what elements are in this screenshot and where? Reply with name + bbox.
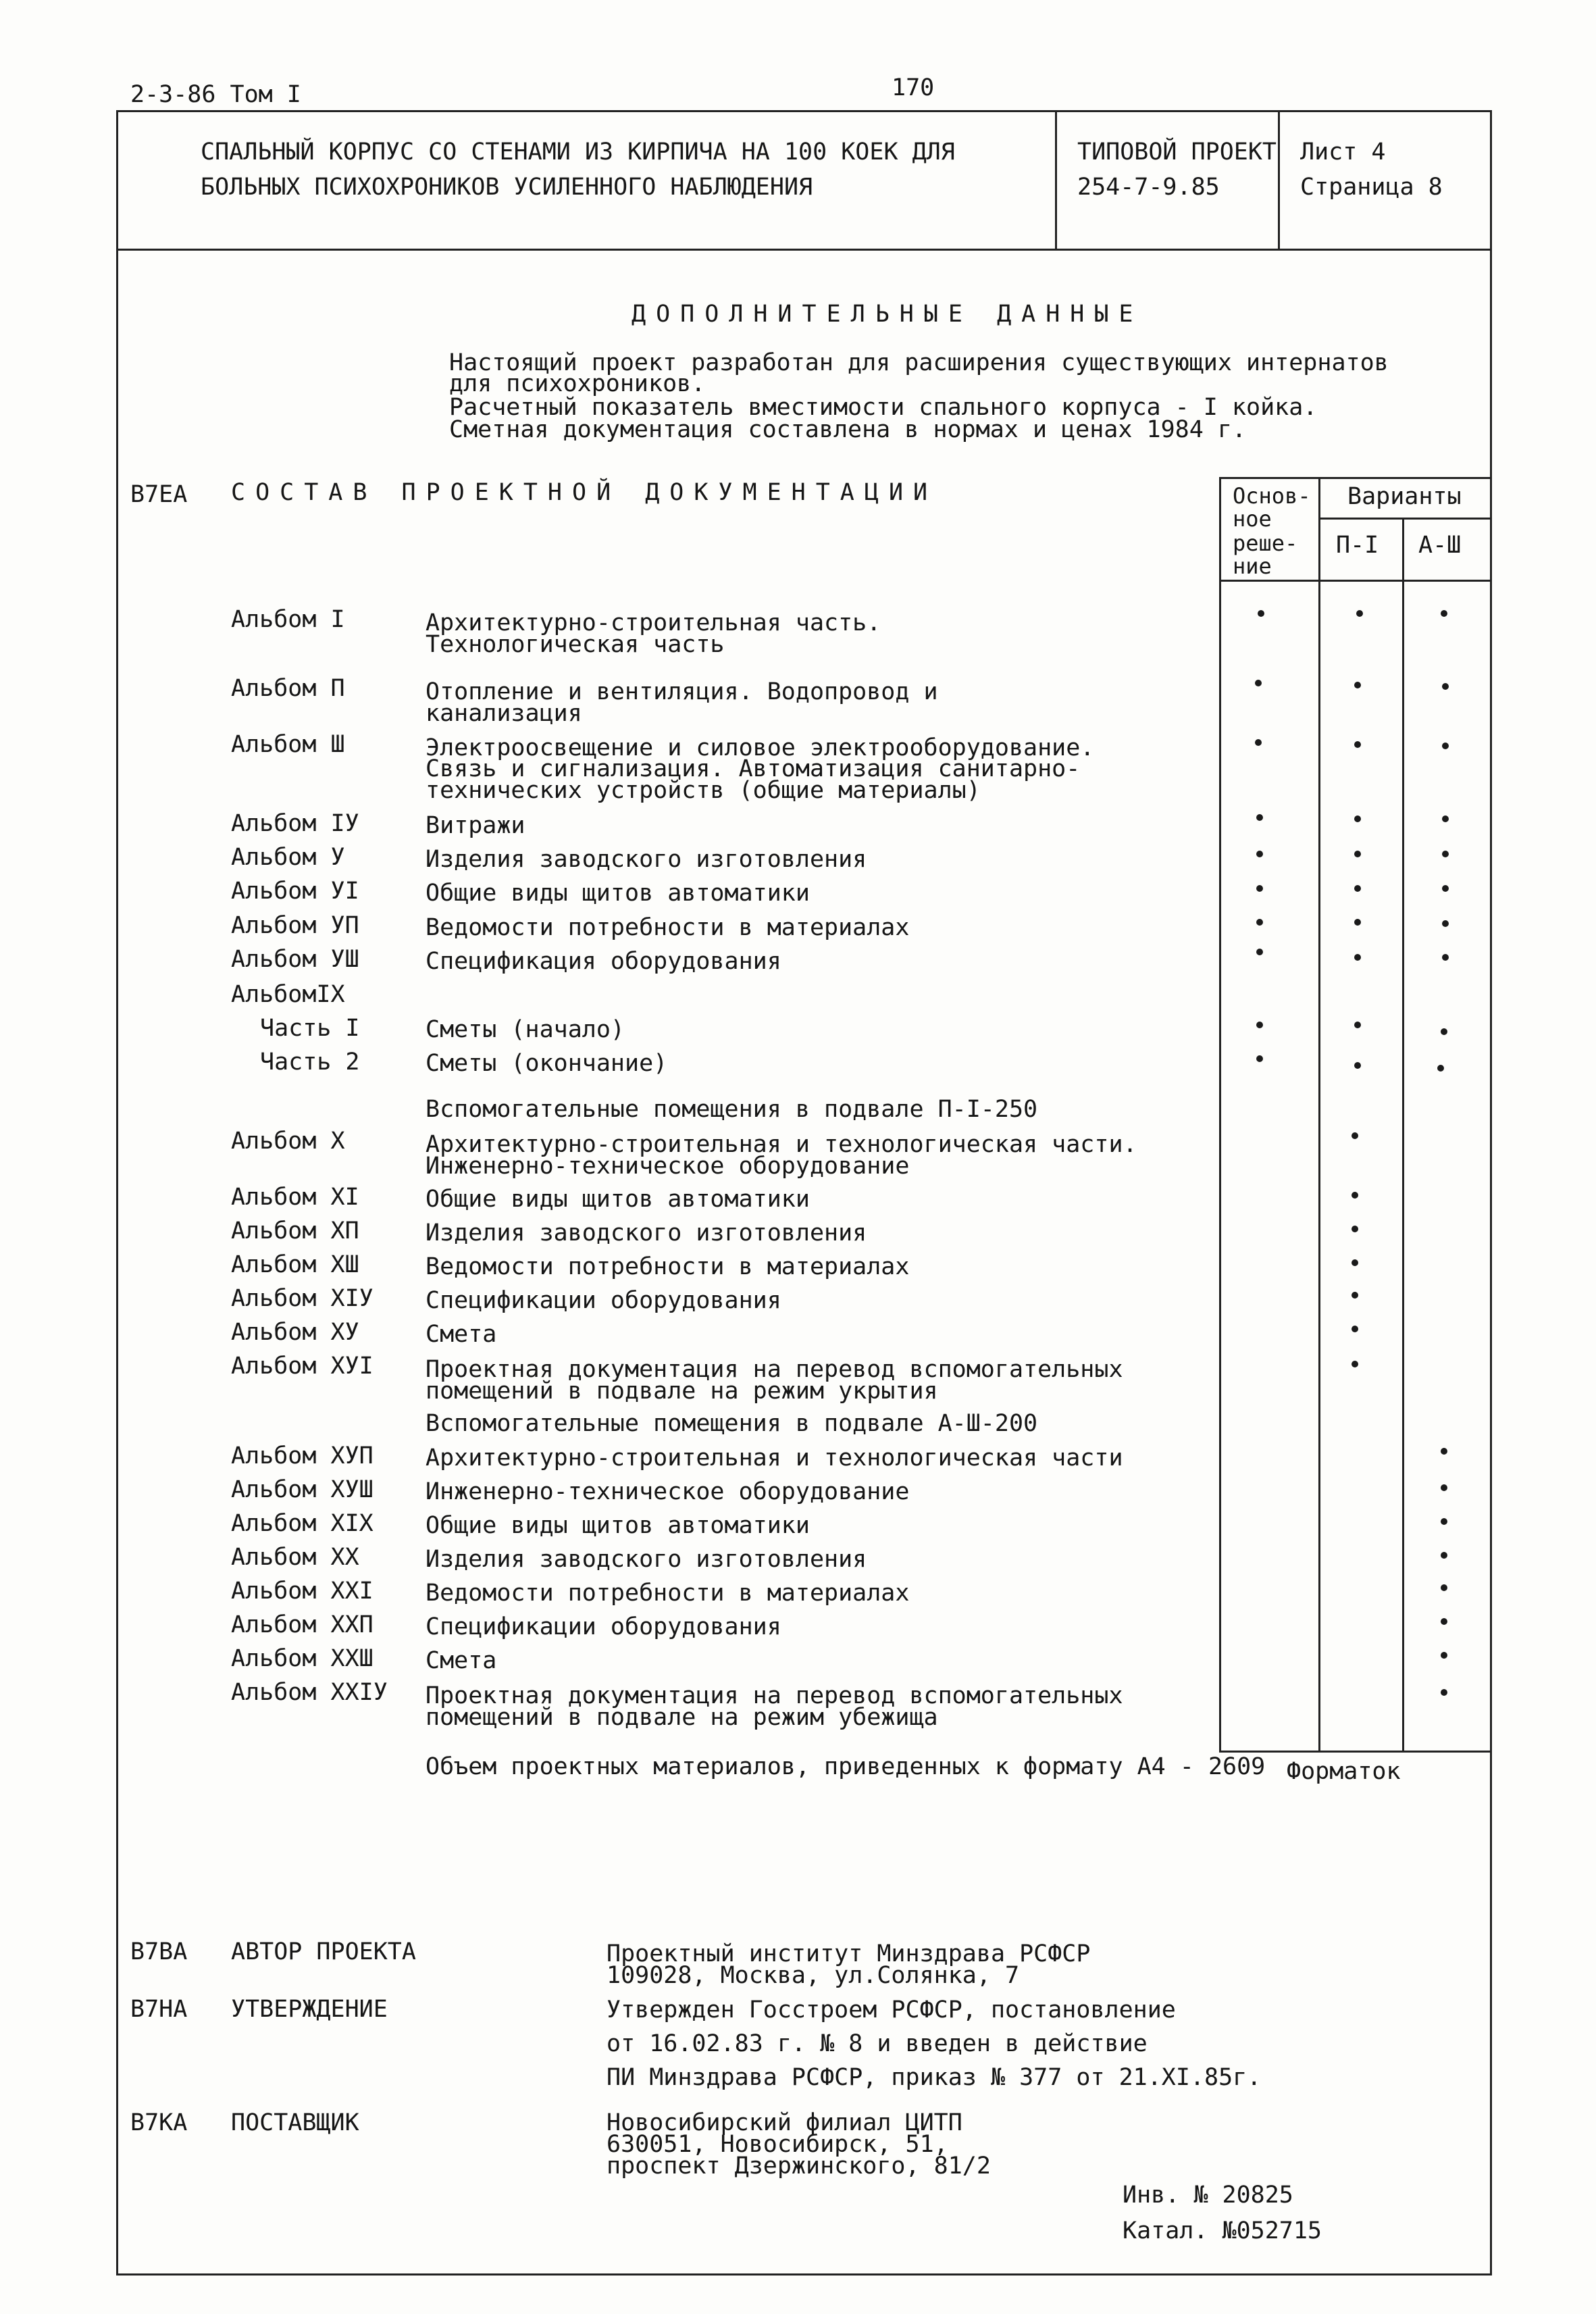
- variant-1-mark: [1354, 682, 1361, 688]
- variant-2-mark: [1442, 885, 1449, 892]
- top-left-ref: 2-3-86 Том I: [130, 81, 301, 108]
- album-label: Альбом XП: [231, 1217, 359, 1244]
- grid-header-bottom: [1219, 580, 1492, 582]
- variant-2-mark: [1441, 1584, 1447, 1591]
- composition-code: В7ЕА: [130, 481, 188, 508]
- composition-title: СОСТАВ ПРОЕКТНОЙ ДОКУМЕНТАЦИИ: [231, 479, 938, 506]
- album-description: Ведомости потребности в материалах: [426, 914, 910, 941]
- variant-1-mark: [1354, 815, 1361, 822]
- sheet-number: Лист 4: [1300, 139, 1386, 166]
- variant-2-mark: [1437, 1065, 1444, 1072]
- album-label: Альбом XУI: [231, 1353, 374, 1380]
- additional-line: Настоящий проект разработан для расширения существующих интернатов: [449, 349, 1389, 376]
- album-description: Связь и сигнализация. Автоматизация санитарно-: [426, 755, 1081, 782]
- album-description: Инженерно-техническое оборудование: [426, 1153, 910, 1180]
- variant-1-mark: [1354, 954, 1361, 961]
- frame-top: [116, 110, 1492, 112]
- album-label: Альбом У: [231, 844, 345, 871]
- album-description: Спецификации оборудования: [426, 1287, 781, 1314]
- page-number: 170: [892, 74, 935, 101]
- album-description: Проектная документация на перевод вспомогательных: [426, 1682, 1123, 1709]
- author-label: АВТОР ПРОЕКТА: [231, 1938, 416, 1965]
- approval-line: Утвержден Госстроем РСФСР, постановление: [607, 1996, 1176, 2023]
- author-line: Проектный институт Минздрава РСФСР: [607, 1940, 1091, 1967]
- project-label: ТИПОВОЙ ПРОЕКТ: [1077, 139, 1277, 166]
- page-label: Страница 8: [1300, 174, 1443, 201]
- approval-line: от 16.02.83 г. № 8 и введен в действие: [607, 2030, 1148, 2057]
- album-description: Спецификации оборудования: [426, 1613, 781, 1640]
- frame-left: [116, 110, 118, 2275]
- album-description: Смета: [426, 1647, 497, 1674]
- album-label: Альбом УШ: [231, 946, 359, 973]
- variant-1-mark: [1356, 610, 1363, 617]
- album-description: Ведомости потребности в материалах: [426, 1253, 910, 1280]
- album-description: Сметы (окончание): [426, 1050, 668, 1077]
- album-label: Альбом XX: [231, 1544, 359, 1571]
- album-description: Ведомости потребности в материалах: [426, 1580, 910, 1607]
- album-description: Общие виды щитов автоматики: [426, 1512, 810, 1539]
- album-description: Изделия заводского изготовления: [426, 1219, 867, 1247]
- album-description: Смета: [426, 1321, 497, 1348]
- variant-1-mark: [1352, 1226, 1358, 1232]
- supplier-line: Новосибирский филиал ЦИТП: [607, 2109, 962, 2136]
- col-variant-2-header: А-Ш: [1418, 532, 1462, 559]
- col-main-header: реше-: [1233, 530, 1298, 556]
- variant-2-mark: [1441, 610, 1447, 617]
- variant-1-mark: [1354, 919, 1361, 926]
- variant-1-mark: [1354, 885, 1361, 892]
- col-variants-header: Варианты: [1347, 483, 1462, 510]
- album-description: канализация: [426, 700, 582, 727]
- grid-bottom: [1219, 1751, 1492, 1753]
- supplier-label: ПОСТАВЩИК: [231, 2109, 359, 2136]
- album-label: Альбом УI: [231, 878, 359, 905]
- album-description: Инженерно-техническое оборудование: [426, 1478, 910, 1505]
- album-description: технических устройств (общие материалы): [426, 777, 981, 804]
- variant-2-mark: [1441, 1652, 1447, 1659]
- album-description: Технологическая часть: [426, 631, 725, 658]
- additional-line: Сметная документация составлена в нормах и ценах 1984 г.: [449, 416, 1247, 443]
- col-main-header: ное: [1233, 506, 1272, 532]
- main-solution-mark: [1256, 814, 1263, 821]
- approval-label: УТВЕРЖДЕНИЕ: [231, 1996, 388, 2023]
- album-description: Общие виды щитов автоматики: [426, 1186, 810, 1213]
- section-subtitle: Вспомогательные помещения в подвале А-Ш-200: [426, 1410, 1038, 1437]
- variant-2-mark: [1442, 920, 1449, 927]
- variant-1-mark: [1352, 1326, 1358, 1332]
- inventory-number: Инв. № 20825: [1123, 2182, 1293, 2209]
- album-label: Альбом XXШ: [231, 1645, 374, 1672]
- album-description: Архитектурно-строительная и технологическая части: [426, 1444, 1123, 1472]
- header-col-divider-1: [1055, 110, 1057, 251]
- album-description: помещений в подвале на режим укрытия: [426, 1378, 938, 1405]
- variant-2-mark: [1441, 1689, 1447, 1696]
- album-label: Альбом XXIУ: [231, 1679, 388, 1706]
- album-description: Сметы (начало): [426, 1016, 625, 1043]
- section-subtitle: Вспомогательные помещения в подвале П-I-250: [426, 1096, 1038, 1123]
- volume-unit: Форматок: [1287, 1758, 1401, 1785]
- variant-2-mark: [1441, 1618, 1447, 1625]
- album-label: Альбом I: [231, 606, 345, 633]
- grid-variants-divider: [1318, 518, 1492, 520]
- album-label: Альбом XШ: [231, 1251, 359, 1278]
- variant-2-mark: [1441, 1518, 1447, 1525]
- main-solution-mark: [1256, 1055, 1263, 1062]
- col-main-header: Основ-: [1233, 483, 1311, 509]
- main-solution-mark: [1255, 680, 1262, 686]
- variant-2-mark: [1441, 1484, 1447, 1491]
- variant-2-mark: [1442, 815, 1449, 822]
- album-description: Спецификация оборудования: [426, 948, 781, 975]
- album-label: АльбомIX: [231, 981, 345, 1008]
- album-label: Альбом IУ: [231, 810, 359, 837]
- variant-1-mark: [1352, 1192, 1358, 1199]
- main-solution-mark: [1256, 885, 1263, 892]
- project-code: 254-7-9.85: [1077, 174, 1220, 201]
- title-line-1: СПАЛЬНЫЙ КОРПУС СО СТЕНАМИ ИЗ КИРПИЧА НА 100 КОЕК ДЛЯ: [201, 139, 955, 166]
- album-label: Альбом XXI: [231, 1578, 374, 1605]
- variant-2-mark: [1442, 851, 1449, 857]
- variant-1-mark: [1354, 741, 1361, 748]
- col-main-header: ние: [1233, 553, 1272, 579]
- album-label: Альбом Ш: [231, 731, 345, 758]
- variant-1-mark: [1354, 1062, 1361, 1069]
- header-divider: [116, 249, 1492, 251]
- variant-2-mark: [1441, 1552, 1447, 1559]
- album-label: Альбом XIX: [231, 1510, 374, 1537]
- main-solution-mark: [1256, 919, 1263, 926]
- album-label: Альбом УП: [231, 912, 359, 939]
- album-description: Отопление и вентиляция. Водопровод и: [426, 678, 938, 705]
- album-label: Альбом П: [231, 675, 345, 702]
- catalog-number: Катал. №052715: [1123, 2217, 1322, 2244]
- approval-line: ПИ Минздрава РСФСР, приказ № 377 от 21.XI.85г.: [607, 2064, 1262, 2091]
- variant-2-mark: [1441, 1448, 1447, 1455]
- frame-right: [1490, 110, 1492, 2275]
- variant-2-mark: [1442, 743, 1449, 749]
- grid-col-1: [1219, 477, 1221, 1753]
- variant-2-mark: [1442, 954, 1449, 961]
- album-label: Альбом X: [231, 1128, 345, 1155]
- col-variant-1-header: П-I: [1336, 532, 1379, 559]
- album-label: Альбом XI: [231, 1184, 359, 1211]
- album-description: Проектная документация на перевод вспомогательных: [426, 1356, 1123, 1383]
- title-line-2: БОЛЬНЫХ ПСИХОХРОНИКОВ УСИЛЕННОГО НАБЛЮДЕНИЯ: [201, 174, 813, 201]
- album-label: Альбом XУШ: [231, 1476, 374, 1503]
- additional-line: Расчетный показатель вместимости спального корпуса - I койка.: [449, 394, 1318, 421]
- album-description: Архитектурно-строительная и технологическая части.: [426, 1131, 1137, 1158]
- grid-top: [1219, 477, 1492, 479]
- additional-title: ДОПОЛНИТЕЛЬНЫЕ ДАННЫЕ: [632, 301, 1143, 328]
- approval-code: В7НА: [130, 1996, 188, 2023]
- album-description: Изделия заводского изготовления: [426, 846, 867, 873]
- variant-2-mark: [1441, 1028, 1447, 1035]
- supplier-code: В7КА: [130, 2109, 188, 2136]
- frame-bottom: [116, 2273, 1492, 2275]
- supplier-line: 630051, Новосибирск, 51,: [607, 2131, 948, 2158]
- album-part-label: Часть I: [260, 1015, 360, 1042]
- main-solution-mark: [1256, 1022, 1263, 1028]
- album-description: помещений в подвале на режим убежища: [426, 1704, 938, 1731]
- variant-1-mark: [1352, 1132, 1358, 1139]
- variant-2-mark: [1442, 683, 1449, 690]
- album-label: Альбом XУП: [231, 1442, 374, 1469]
- author-line: 109028, Москва, ул.Солянка, 7: [607, 1962, 1020, 1989]
- album-description: Витражи: [426, 812, 525, 839]
- album-label: Альбом XXП: [231, 1611, 374, 1638]
- variant-1-mark: [1354, 851, 1361, 857]
- main-solution-mark: [1256, 949, 1263, 955]
- variant-1-mark: [1352, 1361, 1358, 1367]
- main-solution-mark: [1258, 610, 1264, 617]
- variant-1-mark: [1352, 1292, 1358, 1299]
- variant-1-mark: [1354, 1022, 1361, 1028]
- volume-text: Объем проектных материалов, приведенных к формату А4 - 2609: [426, 1753, 1266, 1780]
- supplier-line: проспект Дзержинского, 81/2: [607, 2153, 991, 2180]
- variant-1-mark: [1352, 1259, 1358, 1266]
- album-label: Альбом XIУ: [231, 1285, 374, 1312]
- grid-col-2: [1318, 477, 1320, 1753]
- album-part-label: Часть 2: [260, 1049, 360, 1076]
- additional-line: для психохроников.: [449, 370, 706, 397]
- main-solution-mark: [1255, 739, 1262, 746]
- album-description: Архитектурно-строительная часть.: [426, 609, 881, 636]
- album-description: Изделия заводского изготовления: [426, 1546, 867, 1573]
- author-code: В7ВА: [130, 1938, 188, 1965]
- album-description: Общие виды щитов автоматики: [426, 880, 810, 907]
- album-label: Альбом XУ: [231, 1319, 359, 1346]
- album-description: Электроосвещение и силовое электрооборудование.: [426, 734, 1095, 761]
- grid-col-3: [1402, 518, 1404, 1753]
- header-col-divider-2: [1278, 110, 1280, 251]
- main-solution-mark: [1256, 851, 1263, 857]
